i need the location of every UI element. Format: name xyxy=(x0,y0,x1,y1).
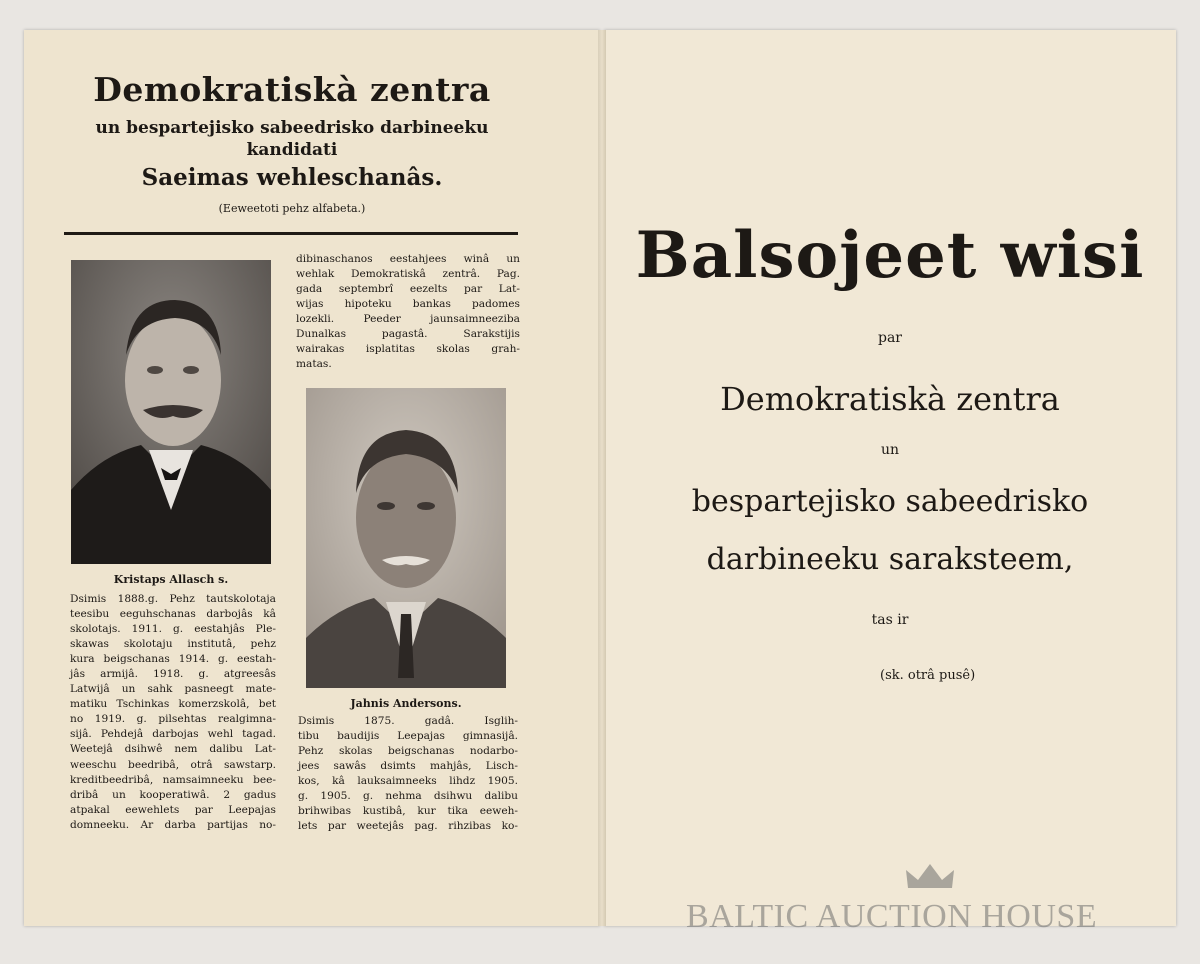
bio-line: Dsimis 1875. gadâ. Isglih- xyxy=(298,715,518,727)
party-name-line-1: Demokratiskà zentra xyxy=(720,380,1060,418)
watermark: BALTIC AUCTION HOUSE xyxy=(686,898,1098,935)
bio-line: matas. xyxy=(296,358,332,371)
bio-line: weeschu beedribâ, otrâ sawstarp. xyxy=(70,758,276,771)
bio-line: lozekli. Peeder jaunsaimneeziba xyxy=(296,313,520,326)
bio-line: Weetejâ dsihwê nem dalibu Lat- xyxy=(70,743,276,756)
leaflet-subtitle-1: un bespartejisko sabeedrisko darbineeku xyxy=(95,118,489,138)
bio-line: skolotajs. 1911. g. eestahjâs Ple- xyxy=(70,623,276,636)
bio-line: matiku Tschinkas komerzskolâ, bet xyxy=(70,698,276,711)
par-word: par xyxy=(877,330,902,346)
leaflet-subtitle-2: kandidati xyxy=(246,140,338,160)
bio-line: teesibu eeguhschanas darbojâs kâ xyxy=(70,608,276,621)
bio-line: jâs armijâ. 1918. g. atgreesâs xyxy=(70,668,276,681)
vote-heading: Balsojeet wisi xyxy=(635,218,1145,293)
bio-line: Dunalkas pagastâ. Sarakstijis xyxy=(296,328,520,341)
bio-line: wehlak Demokratiskâ zentrâ. Pag. xyxy=(296,268,520,281)
bio-line: dribâ un kooperatiwâ. 2 gadus xyxy=(70,788,276,801)
see-reverse-note: (sk. otrâ pusê) xyxy=(880,668,976,683)
bio-line: wijas hipoteku bankas padomes xyxy=(296,298,520,311)
right-page xyxy=(604,30,1176,926)
bio-line: Latwijâ un sahk pasneegt mate- xyxy=(70,683,276,696)
alphabet-note: (Eeweetoti pehz alfabeta.) xyxy=(218,202,366,215)
bio-line: domneeku. Ar darba partijas no- xyxy=(70,818,276,831)
candidate-1-bio xyxy=(70,592,276,833)
leaflet-subtitle-3: Saeimas wehleschanâs. xyxy=(141,164,443,191)
bio-line: Dsimis 1888.g. Pehz tautskolotaja xyxy=(70,593,276,605)
crown-icon xyxy=(904,862,956,892)
candidate-2-bio xyxy=(298,714,518,834)
bio-line: g. 1905. g. nehma dsihwu dalibu xyxy=(298,790,518,803)
tas-ir: tas ir xyxy=(871,612,909,628)
bio-line: gada septembrî eezelts par Lat- xyxy=(296,283,520,296)
page-fold xyxy=(598,30,606,926)
bio-line: kos, kâ lauksaimneeks lihdz 1905. xyxy=(298,775,518,788)
candidate-1-name: Kristaps Allasch s. xyxy=(113,573,229,586)
bio-line: dibinaschanos eestahjees winâ un xyxy=(296,253,520,265)
header-divider xyxy=(64,232,518,235)
candidate-2-name: Jahnis Andersons. xyxy=(350,697,462,710)
bio-line: atpakal eewehlets par Leepajas xyxy=(70,803,276,816)
bio-line: tibu baudijis Leepajas gimnasijâ. xyxy=(298,730,518,743)
candidate-2-portrait xyxy=(306,388,506,688)
bio-line: Pehz skolas beigschanas nodarbo- xyxy=(298,745,518,758)
bio-line: brihwibas kustibâ, kur tika eeweh- xyxy=(298,805,518,818)
bio-line: skawas skolotaju institutâ, pehz xyxy=(70,638,276,651)
leaflet-title: Demokratiskà zentra xyxy=(93,70,491,109)
candidate-1-bio-continued xyxy=(296,252,520,372)
bio-line: kreditbeedribâ, namsaimneeku bee- xyxy=(70,773,276,786)
bio-line: lets par weetejâs pag. rihzibas ko- xyxy=(298,820,518,833)
bio-line: kura beigschanas 1914. g. eestah- xyxy=(70,653,276,666)
bio-line: jees sawâs dsimts mahjâs, Lisch- xyxy=(298,760,518,773)
bio-line: no 1919. g. pilsehtas realgimna- xyxy=(70,713,276,726)
bio-line: wairakas isplatitas skolas grah- xyxy=(296,343,520,356)
candidate-1-portrait xyxy=(71,260,271,564)
party-name-line-2: bespartejisko sabeedrisko xyxy=(691,484,1089,519)
bio-line: sijâ. Pehdejâ darbojas wehl tagad. xyxy=(70,728,276,741)
un-word: un xyxy=(880,442,900,458)
party-name-line-3: darbineeku sarakstеem, xyxy=(706,542,1074,577)
